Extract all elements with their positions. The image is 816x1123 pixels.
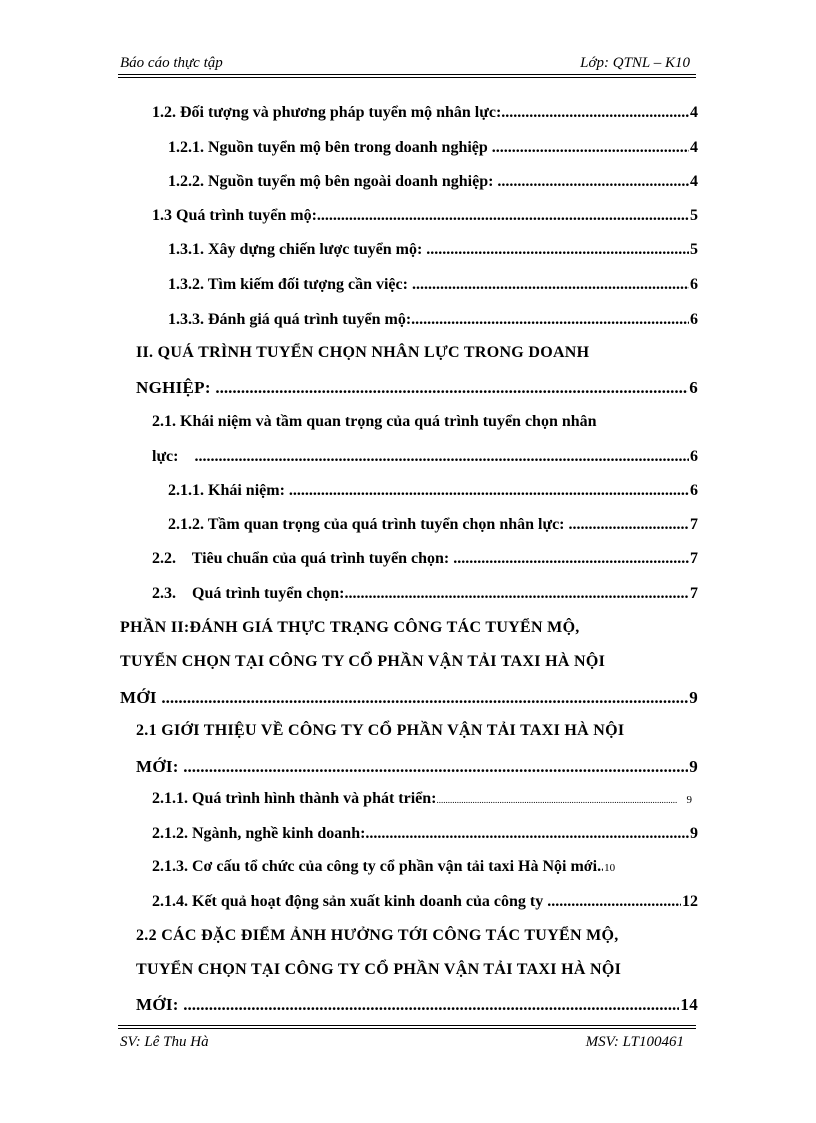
toc-leader-dots: [437, 790, 677, 808]
toc-page-number: 7: [690, 550, 698, 567]
toc-entry-label: 1.3.3. Đánh giá quá trình tuyển mộ:: [168, 311, 412, 328]
toc-page-number: 14: [680, 995, 698, 1014]
footer-student-id: MSV: LT100461: [585, 1034, 684, 1050]
toc-entry-label: MỚI:: [136, 995, 184, 1014]
toc-entry: [152, 550, 698, 572]
toc-entry-heading-line: TUYỂN CHỌN TẠI CÔNG TY CỔ PHẦN VẬN TẢI TAXI HÀ NỘI: [120, 653, 606, 670]
toc-entry-label: 2.1.2. Ngành, nghề kinh doanh:: [152, 825, 366, 842]
toc-entry-label: 1.3.1. Xây dựng chiến lược tuyển mộ:: [168, 241, 427, 258]
toc-entry-heading-line: II. QUÁ TRÌNH TUYỂN CHỌN NHÂN LỰC TRONG DOANH: [136, 344, 590, 361]
toc-entry-label: 1.2.2. Nguồn tuyển mộ bên ngoài doanh nghiệp:: [168, 173, 498, 190]
toc-entry-label: 2.1.3. Cơ cấu tổ chức của công ty cổ phần vận tải taxi Hà Nội mới.: [152, 858, 602, 875]
header-report-title: Báo cáo thực tập: [120, 55, 223, 71]
toc-page-number: 9: [689, 688, 698, 707]
toc-entry: [168, 173, 698, 195]
toc-leader-dots: [215, 378, 688, 398]
toc-entry-label: 2.1.4. Kết quả hoạt động sản xuất kinh doanh của công ty: [152, 893, 548, 910]
toc-leader-dots: [344, 585, 689, 603]
toc-leader-dots: [426, 241, 689, 259]
toc-entry-label: NGHIỆP:: [136, 378, 216, 397]
toc-leader-dots: [183, 757, 688, 777]
toc-leader-dots: [161, 688, 688, 708]
toc-leader-dots: [453, 550, 689, 568]
toc-leader-dots: [194, 448, 689, 466]
toc-entry: [152, 790, 692, 812]
toc-entry: [152, 585, 698, 607]
toc-page-number: 6: [689, 378, 698, 397]
toc-page-number: 4: [690, 104, 698, 121]
toc-page-number: 6: [690, 276, 698, 293]
toc-page-number: 6: [690, 311, 698, 328]
toc-entry-heading-line: 2.1. Khái niệm và tầm quan trọng của quá trình tuyển chọn nhân: [152, 413, 597, 430]
toc-leader-dots: [497, 173, 689, 191]
toc-entry-label: 2.1.2. Tầm quan trọng của quá trình tuyển chọn nhân lực:: [168, 516, 569, 533]
toc-leader-dots: [412, 276, 689, 294]
toc-entry-heading-line: PHẦN II:ĐÁNH GIÁ THỰC TRẠNG CÔNG TÁC TUYỂN MỘ,: [120, 619, 580, 636]
toc-page-number: 7: [690, 585, 698, 602]
toc-entry-label: MỚI: [120, 688, 162, 707]
toc-entry: [152, 448, 698, 470]
toc-leader-dots: [547, 893, 681, 911]
toc-page-number: 5: [690, 241, 698, 258]
toc-entry: [168, 482, 698, 504]
toc-leader-dots: [183, 995, 679, 1015]
toc-entry-label: 2.1.1. Quá trình hình thành và phát triển:: [152, 790, 437, 807]
toc-page-number: 10: [604, 862, 616, 874]
toc-page-number: 4: [690, 173, 698, 190]
toc-entry: [152, 858, 692, 880]
toc-page-number: 6: [690, 482, 698, 499]
toc-entry-heading-line: 2.2 CÁC ĐẶC ĐIỂM ẢNH HƯỞNG TỚI CÔNG TÁC TUYỂN MỘ,: [136, 927, 619, 944]
toc-page-number: 9: [690, 825, 698, 842]
toc-entry-label: 1.3.2. Tìm kiếm đối tượng cần việc:: [168, 276, 412, 293]
toc-leader-dots: [317, 207, 689, 225]
toc-entry-label: 2.2. Tiêu chuẩn của quá trình tuyển chọn:: [152, 550, 454, 567]
toc-leader-dots: [501, 104, 689, 122]
page-header: [118, 52, 696, 74]
toc-entry-heading-line: TUYỂN CHỌN TẠI CÔNG TY CỔ PHẦN VẬN TẢI TAXI HÀ NỘI: [136, 961, 622, 978]
header-rule: [118, 74, 696, 78]
toc-leader-dots: [411, 311, 689, 329]
toc-entry: [168, 516, 698, 538]
toc-entry: [136, 995, 698, 1017]
toc-leader-dots: [289, 482, 689, 500]
toc-page-number: 4: [690, 139, 698, 156]
toc-page-number: 5: [690, 207, 698, 224]
toc-entry: [152, 207, 698, 229]
toc-entry-label: lực:: [152, 448, 195, 465]
toc-page-number: 9: [689, 757, 698, 776]
toc-page-number: 12: [682, 893, 698, 910]
toc-entry-label: MỚI:: [136, 757, 184, 776]
toc-entry-label: 2.1.1. Khái niệm:: [168, 482, 289, 499]
toc-page-number: 7: [690, 516, 698, 533]
toc-entry-label: 1.2.1. Nguồn tuyển mộ bên trong doanh nghiệp: [168, 139, 492, 156]
toc-entry: [168, 311, 698, 333]
toc-entry: [152, 104, 698, 126]
toc-entry: [168, 139, 698, 161]
toc-entry: [120, 688, 698, 710]
header-class-label: Lớp: QTNL – K10: [580, 55, 690, 71]
toc-leader-dots: [365, 825, 689, 843]
toc-entry-label: 2.3. Quá trình tuyển chọn:: [152, 585, 345, 602]
toc-entry-label: 1.3 Quá trình tuyển mộ:: [152, 207, 317, 224]
toc-entry-label: 1.2. Đối tượng và phương pháp tuyển mộ nhân lực:: [152, 104, 502, 121]
footer-rule: [118, 1025, 696, 1029]
toc-page-number: 9: [686, 794, 692, 806]
footer-student-name: SV: Lê Thu Hà: [120, 1034, 209, 1050]
toc-entry: [152, 893, 698, 915]
toc-entry-heading-line: 2.1 GIỚI THIỆU VỀ CÔNG TY CỔ PHẦN VẬN TẢI TAXI HÀ NỘI: [136, 722, 625, 739]
toc-entry: [136, 378, 698, 400]
toc-leader-dots: [569, 516, 690, 534]
toc-entry: [168, 276, 698, 298]
toc-entry: [136, 757, 698, 779]
toc-page-number: 6: [690, 448, 698, 465]
toc-entry: [168, 241, 698, 263]
toc-leader-dots: [492, 139, 689, 157]
toc-entry: [152, 825, 698, 847]
